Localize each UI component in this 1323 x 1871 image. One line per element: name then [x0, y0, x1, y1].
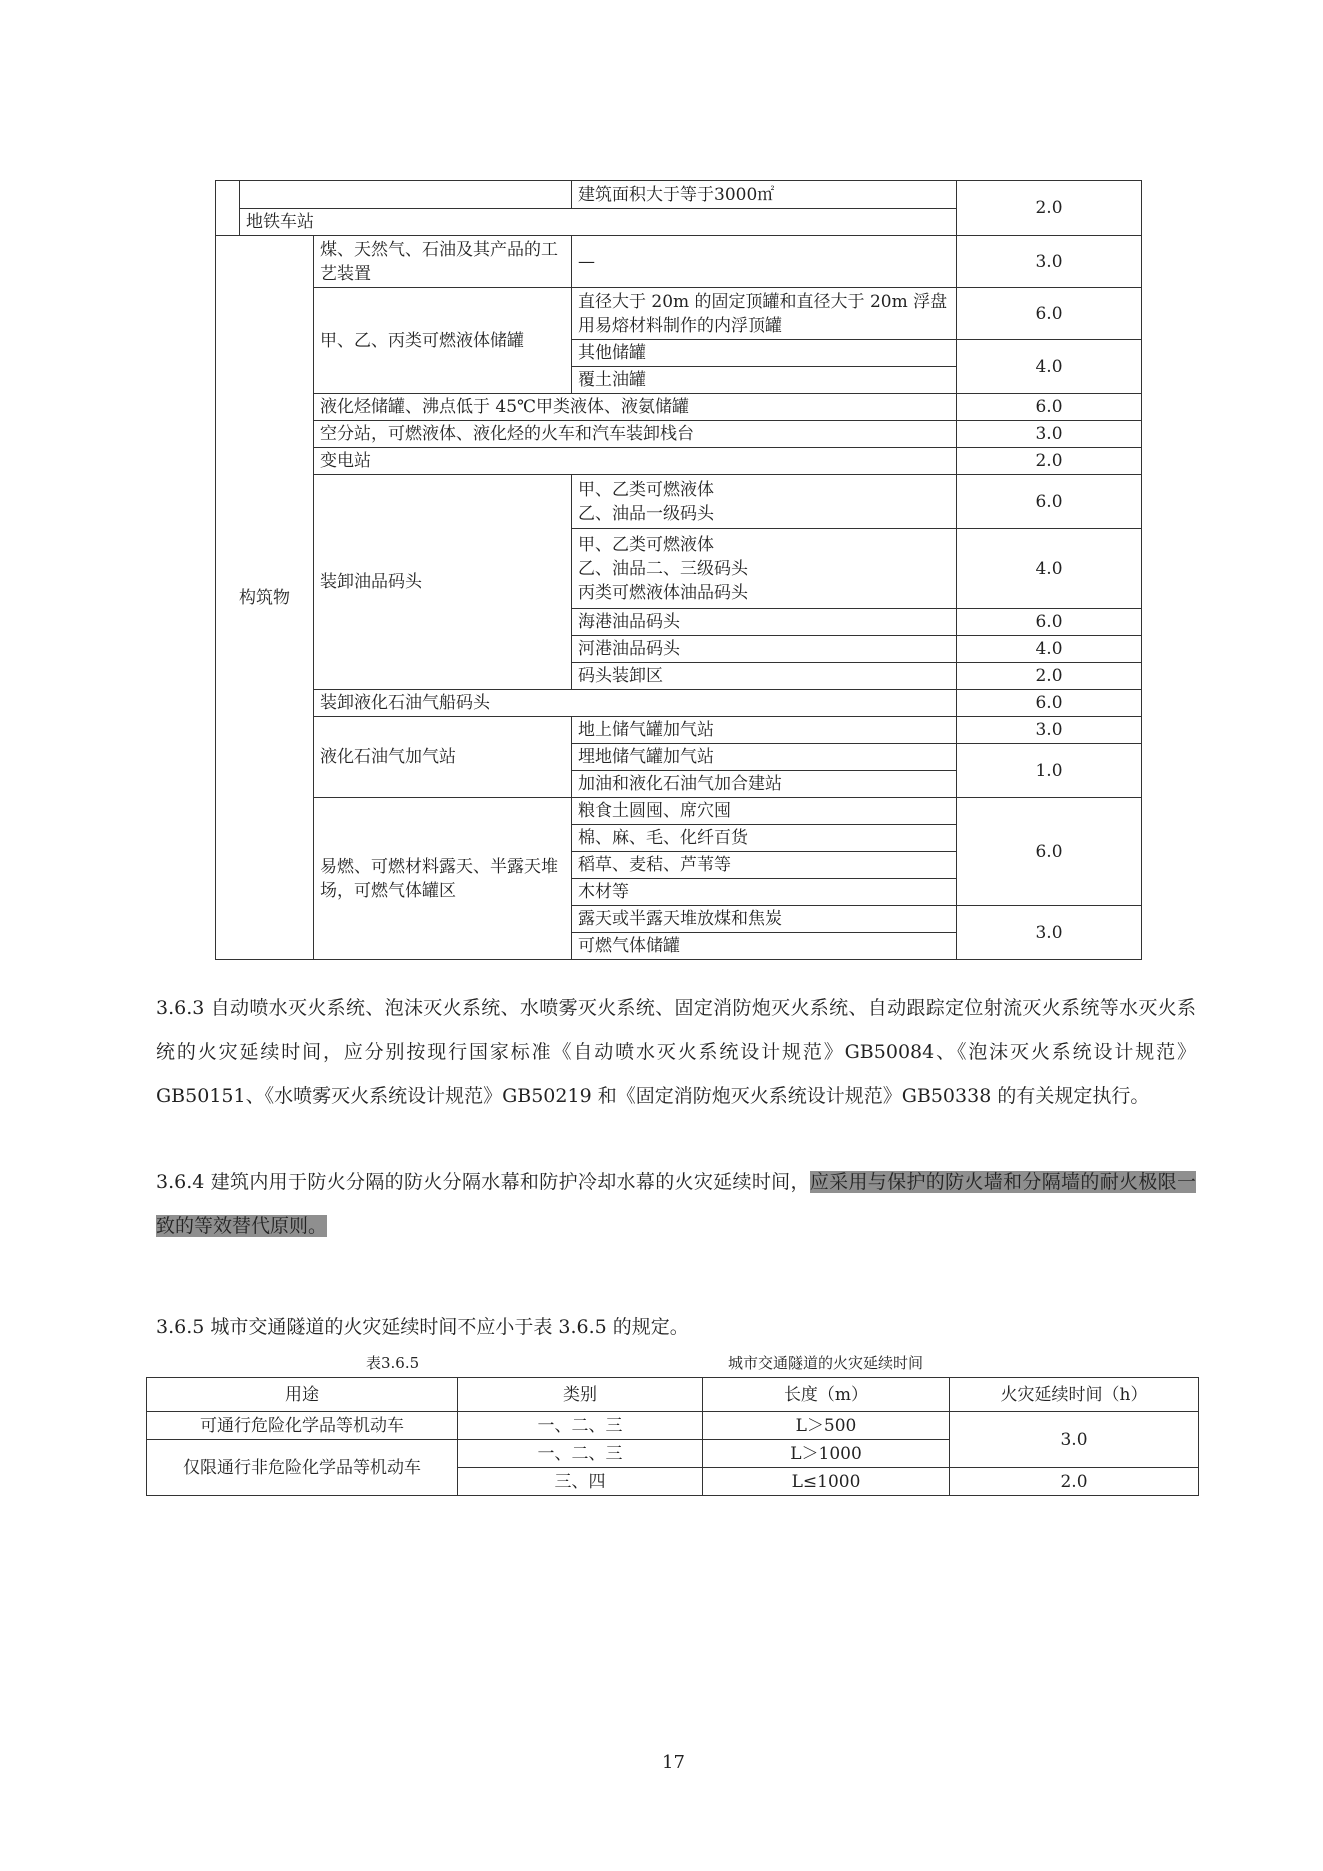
table-cell: L＞500: [703, 1412, 950, 1440]
table-cell: 覆土油罐: [572, 367, 957, 394]
table-cell: [572, 529, 957, 609]
cell-line: 甲、乙类可燃液体: [578, 479, 714, 500]
table-cell: 甲、乙、丙类可燃液体储罐: [314, 288, 572, 394]
table-cell: 建筑面积大于等于3000㎡: [572, 181, 957, 209]
table-cell: 易燃、可燃材料露天、半露天堆场，可燃气体罐区: [314, 798, 572, 960]
column-header: 类别: [458, 1378, 703, 1412]
table-cell: 其他储罐: [572, 340, 957, 367]
table-cell: 三、四: [458, 1468, 703, 1496]
duration-value: 3.0: [957, 906, 1142, 960]
table-number: 表3.6.5: [366, 1354, 420, 1372]
table-cell: [216, 181, 240, 236]
table-cell: [572, 475, 957, 529]
table-cell: 加油和液化石油气加合建站: [572, 771, 957, 798]
table-cell: L＞1000: [703, 1440, 950, 1468]
duration-value: 6.0: [957, 690, 1142, 717]
table-cell: [240, 181, 572, 209]
duration-value: 4.0: [957, 636, 1142, 663]
duration-value: 3.0: [957, 236, 1142, 288]
duration-value: 3.0: [957, 717, 1142, 744]
duration-value: 6.0: [957, 394, 1142, 421]
table-cell: 海港油品码头: [572, 609, 957, 636]
table-cell: —: [572, 236, 957, 288]
table-cell: 变电站: [314, 448, 957, 475]
paragraph-3-6-4: [156, 1160, 1196, 1248]
duration-value: 3.0: [957, 421, 1142, 448]
paragraph-3-6-5: 3.6.5 城市交通隧道的火灾延续时间不应小于表 3.6.5 的规定。: [156, 1316, 689, 1338]
page-number: 17: [662, 1752, 685, 1773]
duration-value: 2.0: [957, 181, 1142, 236]
table-title: 城市交通隧道的火灾延续时间: [728, 1354, 924, 1372]
table-cell: 装卸液化石油气船码头: [314, 690, 957, 717]
table-cell: 液化石油气加气站: [314, 717, 572, 798]
table-cell: 一、二、三: [458, 1440, 703, 1468]
tunnel-fire-duration-table: [146, 1377, 1199, 1496]
paragraph-text: 3.6.4 建筑内用于防火分隔的防火分隔水幕和防护冷却水幕的火灾延续时间，: [156, 1171, 810, 1193]
duration-value: 2.0: [957, 448, 1142, 475]
table-cell: 木材等: [572, 879, 957, 906]
table-cell: 液化烃储罐、沸点低于 45℃甲类液体、液氨储罐: [314, 394, 957, 421]
cell-line: 乙、油品一级码头: [578, 503, 714, 524]
cell-line: 乙、油品二、三级码头: [578, 558, 748, 579]
table-cell: 露天或半露天堆放煤和焦炭: [572, 906, 957, 933]
table-cell: 粮食土圆囤、席穴囤: [572, 798, 957, 825]
duration-value: 4.0: [957, 340, 1142, 394]
cell-line: 甲、乙类可燃液体: [578, 534, 714, 555]
duration-value: 2.0: [957, 663, 1142, 690]
duration-value: 4.0: [957, 529, 1142, 609]
cell-line: 丙类可燃液体油品码头: [578, 582, 748, 603]
table-cell: 埋地储气罐加气站: [572, 744, 957, 771]
table-cell: 地上储气罐加气站: [572, 717, 957, 744]
group-label: 构筑物: [216, 236, 314, 960]
fire-duration-table-continued: [215, 180, 1142, 960]
table-cell: 地铁车站: [240, 209, 957, 236]
column-header: 长度（m）: [703, 1378, 950, 1412]
table-cell: 码头装卸区: [572, 663, 957, 690]
duration-value: 1.0: [957, 744, 1142, 798]
column-header: 用途: [147, 1378, 458, 1412]
table-cell: 空分站，可燃液体、液化烃的火车和汽车装卸栈台: [314, 421, 957, 448]
highlighted-text: 应采用与保护的防火墙和分隔墙的耐火极限一致的等效替代原则。: [156, 1171, 1196, 1237]
paragraph-3-6-3: 3.6.3 自动喷水灭火系统、泡沫灭火系统、水喷雾灭火系统、固定消防炮灭火系统、自动跟踪定位射流灭火系统等水灭火系统的火灾延续时间，应分别按现行国家标准《自动喷水灭火系统设计规范》GB50084、《泡沫灭火系统设计规范》GB50151、《水喷雾灭火系统设计规范》GB50219 和《固定消防炮灭火系统设计规范》GB50338 的有关规定执行。: [156, 997, 1196, 1107]
table-cell: 棉、麻、毛、化纤百货: [572, 825, 957, 852]
duration-value: 6.0: [957, 288, 1142, 340]
table-cell: 河港油品码头: [572, 636, 957, 663]
table-cell: 稻草、麦秸、芦苇等: [572, 852, 957, 879]
table-cell: 仅限通行非危险化学品等机动车: [147, 1440, 458, 1496]
duration-value: 2.0: [950, 1468, 1199, 1496]
duration-value: 6.0: [957, 609, 1142, 636]
column-header: 火灾延续时间（h）: [950, 1378, 1199, 1412]
duration-value: 6.0: [957, 798, 1142, 906]
duration-value: 3.0: [950, 1412, 1199, 1468]
table-cell: 煤、天然气、石油及其产品的工艺装置: [314, 236, 572, 288]
duration-value: 6.0: [957, 475, 1142, 529]
table-cell: 可燃气体储罐: [572, 933, 957, 960]
table-cell: L≤1000: [703, 1468, 950, 1496]
table-cell: 一、二、三: [458, 1412, 703, 1440]
table-cell: 直径大于 20m 的固定顶罐和直径大于 20m 浮盘用易熔材料制作的内浮顶罐: [572, 288, 957, 340]
table-cell: 可通行危险化学品等机动车: [147, 1412, 458, 1440]
table-cell: 装卸油品码头: [314, 475, 572, 690]
